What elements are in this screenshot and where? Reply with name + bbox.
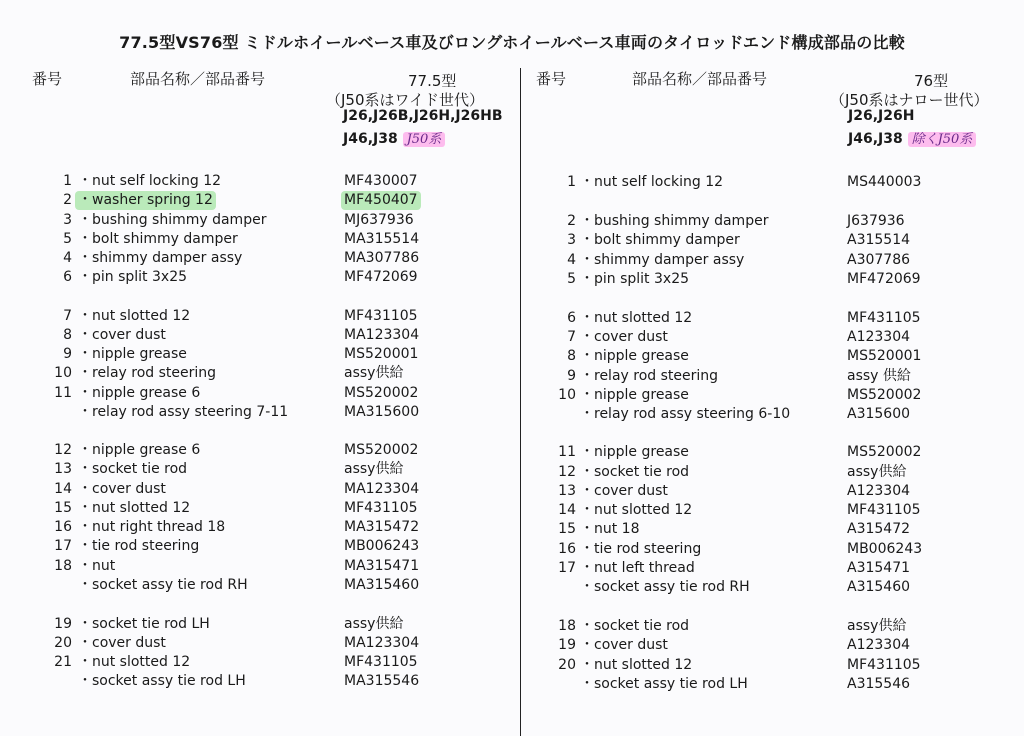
- part-row-number-code: assy供給: [344, 365, 404, 381]
- part-row-number: 19: [54, 616, 72, 632]
- part-row-number: 14: [558, 502, 576, 518]
- part-row-number: 8: [567, 348, 576, 364]
- part-row-number: 3: [567, 232, 576, 248]
- part-row-number: 16: [54, 519, 72, 535]
- part-row-number-code: MF431105: [344, 654, 418, 670]
- part-row-number-code: MF431105: [344, 308, 418, 324]
- part-row-name: ・washer spring 12: [75, 191, 216, 210]
- part-row-number-code: MA123304: [344, 481, 420, 497]
- part-row-name: ・socket assy tie rod RH: [78, 577, 248, 593]
- part-row-name: ・socket assy tie rod RH: [580, 579, 750, 595]
- part-row-number-code: A307786: [847, 252, 911, 268]
- part-row-number-code: MA315600: [344, 404, 420, 420]
- part-row-name: ・nipple grease 6: [78, 385, 201, 401]
- part-row-name: ・cover dust: [78, 327, 166, 343]
- part-row-name: ・nipple grease: [580, 348, 689, 364]
- part-row-number-code: MF431105: [847, 657, 921, 673]
- part-row-name: ・socket tie rod: [580, 464, 690, 480]
- part-row-number: 1: [63, 173, 72, 189]
- part-row-number-code: MJ637936: [344, 212, 414, 228]
- part-row-name: ・shimmy damper assy: [78, 250, 243, 266]
- part-row-name: ・tie rod steering: [580, 541, 702, 557]
- part-row-number-code: MS520001: [344, 346, 419, 362]
- part-row-number: 3: [63, 212, 72, 228]
- part-row-name: ・nut: [78, 558, 116, 574]
- part-row-number-code: MS520002: [344, 442, 419, 458]
- column-divider: [520, 68, 521, 736]
- part-row-number: 11: [54, 385, 72, 401]
- part-row-number-code: MF431105: [344, 500, 418, 516]
- right-header-number: 番号: [536, 70, 567, 88]
- left-handwritten-note: J50系: [403, 132, 446, 147]
- part-row-number-code: MB006243: [344, 538, 420, 554]
- part-row-number-code: A315514: [847, 232, 911, 248]
- part-row-number: 20: [558, 657, 576, 673]
- part-row-number-code: MB006243: [847, 541, 923, 557]
- part-row-name: ・bushing shimmy damper: [78, 212, 267, 228]
- part-row-number-code: A315460: [847, 579, 911, 595]
- part-row-number-code: MF430007: [344, 173, 418, 189]
- part-row-number-code: assy供給: [344, 461, 404, 477]
- part-row-name: ・nipple grease: [78, 346, 187, 362]
- part-row-number-code: MF431105: [847, 310, 921, 326]
- part-row-number-code: A315600: [847, 406, 911, 422]
- part-row-name: ・nut self locking 12: [580, 174, 724, 190]
- part-row-number: 4: [567, 252, 576, 268]
- part-row-number-code: J637936: [847, 213, 905, 229]
- part-row-number: 13: [558, 483, 576, 499]
- part-row-number-code: MA123304: [344, 635, 420, 651]
- part-row-number-code: MS440003: [847, 174, 922, 190]
- part-row-number-code: A123304: [847, 483, 911, 499]
- part-row-name: ・pin split 3x25: [78, 269, 188, 285]
- part-row-number-code: MS520002: [344, 385, 419, 401]
- part-row-name: ・cover dust: [580, 483, 668, 499]
- part-row-number-code: assy供給: [847, 618, 907, 634]
- part-row-number: 15: [558, 521, 576, 537]
- part-row-number: 6: [63, 269, 72, 285]
- part-row-name: ・relay rod assy steering 6-10: [580, 406, 791, 422]
- part-row-number: 2: [63, 192, 72, 208]
- part-row-name: ・cover dust: [580, 637, 668, 653]
- part-row-name: ・shimmy damper assy: [580, 252, 745, 268]
- left-models-line1: J26,J26B,J26H,J26HB: [343, 108, 503, 124]
- part-row-number: 13: [54, 461, 72, 477]
- part-row-number: 21: [54, 654, 72, 670]
- part-row-number: 7: [567, 329, 576, 345]
- part-row-number-code: MA315472: [344, 519, 420, 535]
- part-row-name: ・nut slotted 12: [78, 500, 191, 516]
- part-row-name: ・relay rod steering: [580, 368, 719, 384]
- part-row-number-code: MS520002: [847, 387, 922, 403]
- part-row-number: 10: [558, 387, 576, 403]
- part-row-name: ・socket tie rod: [78, 461, 188, 477]
- part-row-name: ・bolt shimmy damper: [78, 231, 238, 247]
- part-row-number-code: A123304: [847, 637, 911, 653]
- part-row-name: ・nipple grease: [580, 444, 689, 460]
- part-row-name: ・nipple grease 6: [78, 442, 201, 458]
- part-row-number: 17: [558, 560, 576, 576]
- part-row-number-code: assy供給: [344, 616, 404, 632]
- part-row-number: 20: [54, 635, 72, 651]
- part-row-number-code: MS520001: [847, 348, 922, 364]
- part-row-number-code: MF472069: [344, 269, 418, 285]
- left-header-part-name: 部品名称／部品番号: [130, 70, 266, 88]
- part-row-name: ・tie rod steering: [78, 538, 200, 554]
- part-row-name: ・nut left thread: [580, 560, 695, 576]
- part-row-name: ・nut slotted 12: [580, 657, 693, 673]
- part-row-number: 18: [558, 618, 576, 634]
- part-row-number: 5: [63, 231, 72, 247]
- right-models-line1: J26,J26H: [848, 108, 915, 124]
- part-row-number: 15: [54, 500, 72, 516]
- part-row-name: ・bolt shimmy damper: [580, 232, 740, 248]
- part-row-name: ・socket tie rod LH: [78, 616, 210, 632]
- part-row-number: 18: [54, 558, 72, 574]
- part-row-name: ・nut right thread 18: [78, 519, 226, 535]
- part-row-number-code: MA123304: [344, 327, 420, 343]
- part-row-name: ・pin split 3x25: [580, 271, 690, 287]
- part-row-number-code: MA315460: [344, 577, 420, 593]
- left-model-title: 77.5型: [408, 72, 457, 90]
- part-row-number-code: A315472: [847, 521, 911, 537]
- part-row-number: 2: [567, 213, 576, 229]
- left-models-line2-text: J46,J38: [343, 131, 398, 147]
- right-header-part-name: 部品名称／部品番号: [632, 70, 768, 88]
- part-row-name: ・nipple grease: [580, 387, 689, 403]
- part-row-number-code: MF472069: [847, 271, 921, 287]
- part-row-number-code: MA315471: [344, 558, 420, 574]
- right-series-note: （J50系はナロー世代）: [830, 91, 989, 109]
- part-row-number: 11: [558, 444, 576, 460]
- part-row-number: 12: [558, 464, 576, 480]
- right-model-title: 76型: [914, 72, 949, 90]
- part-row-number-code: assy供給: [847, 464, 907, 480]
- left-series-note: （J50系はワイド世代）: [326, 91, 485, 109]
- part-row-number: 12: [54, 442, 72, 458]
- part-row-number: 9: [63, 346, 72, 362]
- part-row-number: 14: [54, 481, 72, 497]
- part-row-number-code: MF450407: [341, 191, 421, 210]
- part-row-number-code: MF431105: [847, 502, 921, 518]
- part-row-number: 9: [567, 368, 576, 384]
- part-row-number-code: assy 供給: [847, 368, 911, 384]
- right-models-line2: [848, 128, 976, 147]
- part-row-number: 8: [63, 327, 72, 343]
- part-row-number-code: MA315546: [344, 673, 420, 689]
- left-models-line2: [343, 128, 445, 147]
- part-row-number: 4: [63, 250, 72, 266]
- part-row-number: 16: [558, 541, 576, 557]
- part-row-name: ・nut slotted 12: [580, 310, 693, 326]
- part-row-name: ・nut slotted 12: [78, 654, 191, 670]
- part-row-number: 10: [54, 365, 72, 381]
- part-row-name: ・nut slotted 12: [78, 308, 191, 324]
- part-row-number-code: MA315514: [344, 231, 420, 247]
- part-row-number-code: MS520002: [847, 444, 922, 460]
- part-row-name: ・nut self locking 12: [78, 173, 222, 189]
- part-row-name: ・nut slotted 12: [580, 502, 693, 518]
- part-row-name: ・cover dust: [580, 329, 668, 345]
- part-row-name: ・nut 18: [580, 521, 640, 537]
- part-row-name: ・relay rod assy steering 7-11: [78, 404, 289, 420]
- part-row-name: ・socket assy tie rod LH: [78, 673, 246, 689]
- part-row-number-code: MA307786: [344, 250, 420, 266]
- right-handwritten-note: 除くJ50系: [908, 132, 977, 147]
- part-row-number-code: A315546: [847, 676, 911, 692]
- part-row-number: 19: [558, 637, 576, 653]
- part-row-number-code: A315471: [847, 560, 911, 576]
- right-models-line2-text: J46,J38: [848, 131, 903, 147]
- part-row-number-code: A123304: [847, 329, 911, 345]
- part-row-name: ・socket tie rod: [580, 618, 690, 634]
- part-row-name: ・cover dust: [78, 635, 166, 651]
- part-row-name: ・cover dust: [78, 481, 166, 497]
- part-row-number: 5: [567, 271, 576, 287]
- part-row-name: ・bushing shimmy damper: [580, 213, 769, 229]
- part-row-name: ・relay rod steering: [78, 365, 217, 381]
- page-title: 77.5型VS76型 ミドルホイールベース車及びロングホイールベース車両のタイロッドエンド構成部品の比較: [119, 33, 905, 52]
- part-row-number: 1: [567, 174, 576, 190]
- part-row-number: 6: [567, 310, 576, 326]
- part-row-name: ・socket assy tie rod LH: [580, 676, 748, 692]
- part-row-number: 7: [63, 308, 72, 324]
- left-header-number: 番号: [32, 70, 63, 88]
- part-row-number: 17: [54, 538, 72, 554]
